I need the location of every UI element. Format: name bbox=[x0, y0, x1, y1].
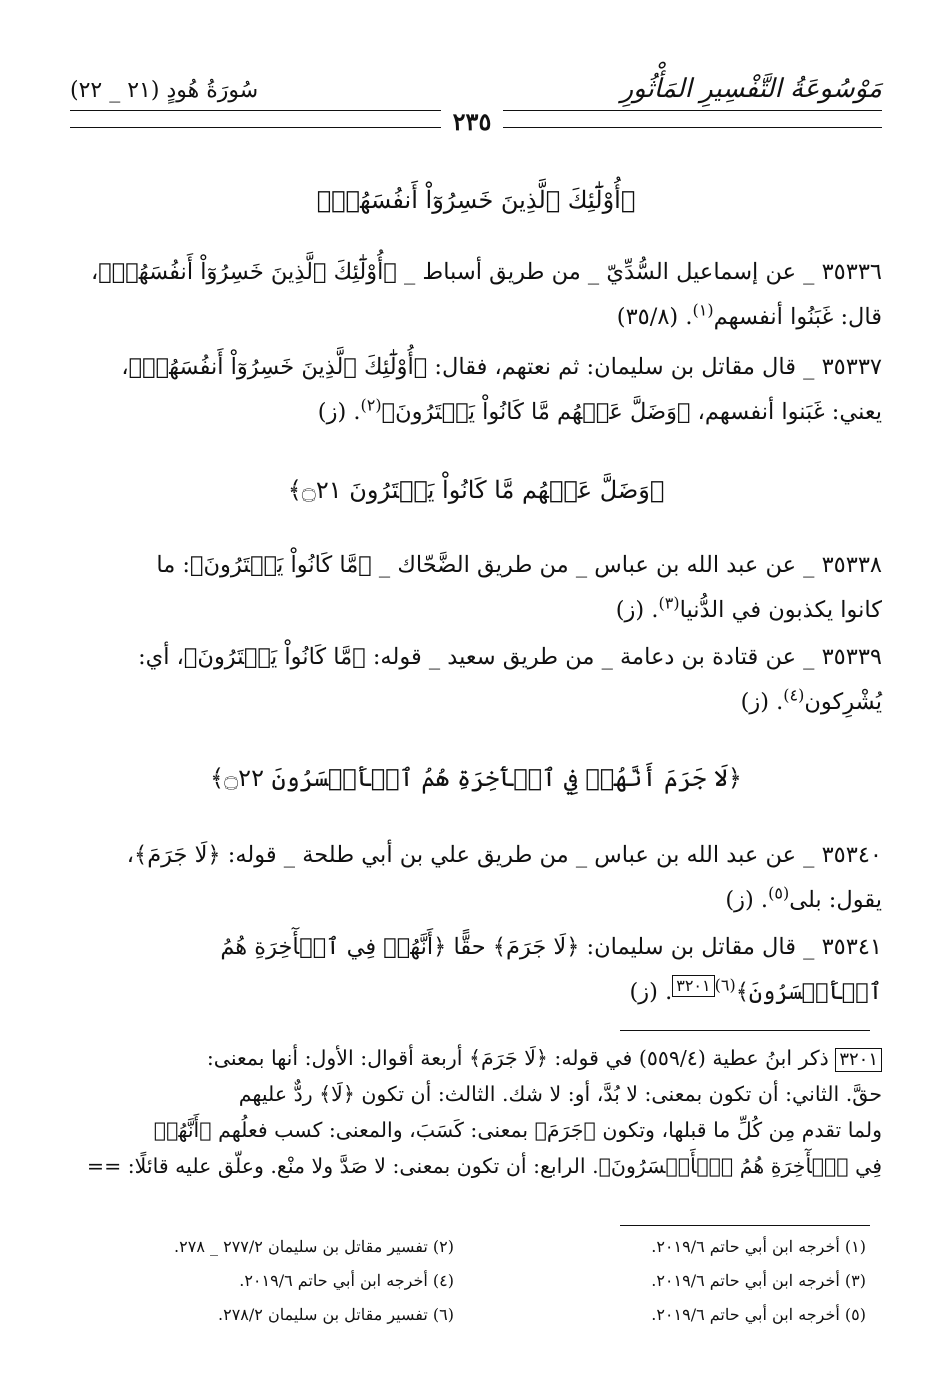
narration-line: ٱلۡأَخۡسَرُونَ﴾$^{(٦)}$٣٢٠١. (ز) bbox=[629, 975, 882, 1005]
commentary-line: فِي ٱلۡأٓخِرَةِ هُمُ ٱلۡأَخۡسَرُونَ﴾. الرابع: أن تكون بمعنى: لا صَدَّ ولا منْع. وعلّق عليه قائلًا: == bbox=[86, 1154, 882, 1178]
narration-line: ٣٥٣٣٨ _ عن عبد الله بن عباس _ من طريق الضَّحّاك _ ﴿مَّا كَانُواْ يَفۡتَرُونَ﴾: ما bbox=[156, 552, 882, 578]
commentary-number-box: ٣٢٠١ bbox=[835, 1048, 882, 1072]
page-number-wrap bbox=[0, 107, 944, 136]
footnote-marker: (٣) bbox=[658, 593, 680, 613]
narration-line: يعني: غَبَنوا أنفسهم، ﴿وَضَلَّ عَنۡهُم مَّا كَانُواْ يَفۡتَرُونَ﴾$^{(٢)}$. (ز) bbox=[317, 395, 882, 425]
footnote-marker: (١) bbox=[692, 300, 714, 320]
narration-35339 bbox=[62, 635, 882, 725]
footnote: (٢) تفسير مقاتل بن سليمان ٢٧٧/٢ _ ٢٧٨. bbox=[174, 1237, 454, 1256]
footnote-marker: (٦) bbox=[714, 975, 736, 995]
narration-line: ٣٥٣٣٩ _ عن قتادة بن دعامة _ من طريق سعيد _ قوله: ﴿مَّا كَانُواْ يَفۡتَرُونَ﴾، أي: bbox=[138, 644, 882, 670]
footnote: (٥) أخرجه ابن أبي حاتم ٢٠١٩/٦. bbox=[651, 1305, 866, 1324]
commentary-line: حقَّ. الثاني: أن تكون بمعنى: لا بُدَّ، أو: لا شك. الثالث: أن تكون ﴿لَا﴾ ردٌّ عليهم bbox=[238, 1082, 882, 1106]
narration-line: يقول: بلى$^{(٥)}$. (ز) bbox=[725, 883, 882, 913]
footnote: (٣) أخرجه ابن أبي حاتم ٢٠١٩/٦. bbox=[651, 1271, 866, 1290]
footnote: (٦) تفسير مقاتل بن سليمان ٢٧٨/٢. bbox=[218, 1305, 454, 1324]
narration-35336 bbox=[62, 250, 882, 340]
narration-line: ٣٥٣٤١ _ قال مقاتل بن سليمان: ﴿لَا جَرَمَ﴾ حقًّا ﴿أَنَّهُمۡ فِي ٱلۡأٓخِرَةِ هُمُ bbox=[220, 934, 882, 960]
commentary-line: ولما تقدم مِن كُلِّ ما قبلها، وتكون ﴿جَرَمَ﴾ بمعنى: كَسَبَ، والمعنى: كسب فعلُهم ﴿أَنَّهُمۡ bbox=[153, 1118, 882, 1142]
narration-35341 bbox=[62, 925, 882, 1015]
surah-reference: سُورَةُ هُودٍ (٢١ _ ٢٢) bbox=[70, 78, 259, 103]
commentary-separator bbox=[620, 1030, 870, 1031]
footnote: (٤) أخرجه ابن أبي حاتم ٢٠١٩/٦. bbox=[239, 1271, 454, 1290]
narration-line: ٣٥٣٣٦ _ عن إسماعيل السُّدِّيّ _ من طريق أسباط _ ﴿أُوْلَٰٓئِكَ ٱلَّذِينَ خَسِرُوٓاْ أَنفُسَهُمۡ﴾، bbox=[90, 259, 882, 285]
narration-line: كانوا يكذبون في الدُّنيا$^{(٣)}$. (ز) bbox=[615, 593, 882, 623]
narration-line: يُشْرِكون$^{(٤)}$. (ز) bbox=[740, 685, 882, 715]
narration-line: ٣٥٣٣٧ _ قال مقاتل بن سليمان: ثم نعتهم، فقال: ﴿أُوْلَٰٓئِكَ ٱلَّذِينَ خَسِرُوٓاْ أَنفُسَهُمۡ﴾، bbox=[121, 354, 882, 380]
verse-heading: ﴿لَا جَرَمَ أَنَّهُمۡ فِي ٱلۡأٓخِرَةِ هُمُ ٱلۡأَخۡسَرُونَ ۝٢٢﴾ bbox=[210, 764, 742, 792]
footnote: (١) أخرجه ابن أبي حاتم ٢٠١٩/٦. bbox=[651, 1237, 866, 1256]
book-title: مَوْسُوعَةُ التَّفْسِيرِ المَأْثُورِ bbox=[620, 74, 882, 104]
commentary-block bbox=[62, 1040, 882, 1184]
commentary-ref-box: ٣٢٠١ bbox=[672, 975, 714, 997]
footnote-marker: (٤) bbox=[783, 685, 805, 705]
narration-line: ٣٥٣٤٠ _ عن عبد الله بن عباس _ من طريق علي بن أبي طلحة _ قوله: ﴿لَا جَرَمَ﴾، bbox=[126, 842, 882, 868]
footnote-marker: (٥) bbox=[768, 883, 790, 903]
commentary-line: ٣٢٠١ ذكر ابنُ عطية (٥٥٩/٤) في قوله: ﴿لَا جَرَمَ﴾ أربعة أقوال: الأول: أنها بمعنى: bbox=[62, 1040, 882, 1076]
footnote-marker: (٢) bbox=[360, 395, 382, 415]
page-number: ٢٣٥ bbox=[441, 107, 504, 136]
footnotes-separator bbox=[620, 1225, 870, 1226]
narration-line: قال: غَبَنُوا أنفسهم$^{(١)}$. (٣٥/٨) bbox=[616, 300, 882, 330]
verse-heading: ﴿وَضَلَّ عَنۡهُم مَّا كَانُواْ يَفۡتَرُونَ ۝٢١﴾ bbox=[287, 476, 665, 504]
narration-35338 bbox=[62, 543, 882, 633]
narration-35340 bbox=[62, 833, 882, 923]
narration-35337 bbox=[62, 345, 882, 435]
verse-heading: ﴿أُوْلَٰٓئِكَ ٱلَّذِينَ خَسِرُوٓاْ أَنفُسَهُمۡ﴾ bbox=[316, 186, 636, 214]
